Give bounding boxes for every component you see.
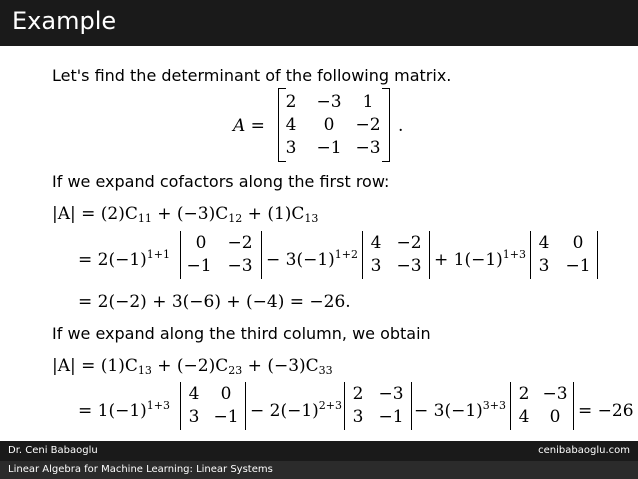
subscript: 12 [228, 212, 243, 225]
matrix-cell: 3 [352, 407, 364, 427]
superscript: 1+3 [502, 248, 527, 261]
expr-part: = 1(−1) [78, 401, 147, 421]
footer-bar [0, 441, 638, 461]
matrix-cell: −3 [396, 256, 422, 276]
expr-part: + 1(−1) [434, 250, 503, 270]
matrix-cell: −1 [186, 256, 212, 276]
matrix-cell: 0 [323, 115, 335, 135]
superscript: 1+2 [334, 248, 359, 261]
expr-part: + (−3)C [242, 356, 319, 376]
matrix-cell: 3 [285, 138, 297, 158]
slide-body [0, 46, 638, 441]
matrix-a-label [233, 116, 265, 136]
expr-part: − 3(−1) [414, 401, 483, 421]
matrix-cell: −1 [213, 407, 239, 427]
minor-determinant [180, 231, 262, 279]
matrix-cell: −3 [355, 138, 381, 158]
matrix-cell: 2 [352, 384, 364, 404]
matrix-cell: −2 [355, 115, 381, 135]
matrix-cell: 3 [370, 256, 382, 276]
footer-course-bar [0, 461, 638, 479]
superscript: 3+3 [482, 399, 507, 412]
expr-part: + (1)C [242, 204, 305, 224]
expr-part: |A| = (2)C [52, 204, 138, 224]
expr-part: − 2(−1) [250, 401, 319, 421]
matrix-cell: −2 [227, 233, 253, 253]
matrix-a-lhs: A = [233, 116, 265, 136]
row-expand-text: If we expand cofactors along the first row: [52, 172, 390, 191]
footer-course: Linear Algebra for Machine Learning: Linear Systems [8, 464, 273, 475]
expr-part: − 3(−1) [266, 250, 335, 270]
matrix-cell: −2 [396, 233, 422, 253]
minor-determinant [362, 231, 430, 279]
expr-part: + (−3)C [151, 204, 229, 224]
col-expansion-line2-mid1 [250, 401, 342, 421]
minor-determinant [510, 382, 574, 430]
matrix-cell: 0 [195, 233, 207, 253]
col-expansion-line2-mid2 [414, 401, 506, 421]
matrix-cell: −1 [565, 256, 591, 276]
superscript: 2+3 [318, 399, 343, 412]
matrix-cell: 4 [188, 384, 200, 404]
footer-author: Dr. Ceni Babaoglu [8, 445, 98, 456]
matrix-cell: 4 [518, 407, 530, 427]
expr-part: = 2(−1) [78, 250, 147, 270]
footer-website: cenibabaoglu.com [538, 445, 630, 456]
matrix-cell: 4 [538, 233, 550, 253]
matrix-cell: −3 [378, 384, 404, 404]
right-bracket [382, 88, 390, 162]
expr-part: + (−2)C [151, 356, 229, 376]
matrix-cell: −1 [316, 138, 342, 158]
minor-determinant [530, 231, 598, 279]
matrix-cell: 3 [538, 256, 550, 276]
title-bar [0, 0, 638, 46]
minor-determinant [180, 382, 246, 430]
slide-title: Example [12, 7, 117, 35]
expr-part: |A| = (1)C [52, 356, 138, 376]
row-expansion-line2-mid2 [434, 250, 526, 270]
matrix-cell: 4 [285, 115, 297, 135]
matrix-cell: −1 [378, 407, 404, 427]
matrix-cell: 3 [188, 407, 200, 427]
col-expansion-line1 [52, 356, 333, 376]
matrix-cell: 1 [362, 92, 374, 112]
matrix-period: . [398, 116, 404, 136]
col-expansion-line2-prefix [78, 401, 170, 421]
subscript: 13 [137, 364, 152, 377]
matrix-cell: 0 [549, 407, 561, 427]
minor-determinant [344, 382, 412, 430]
matrix-cell: 2 [518, 384, 530, 404]
row-expansion-line2-mid1 [266, 250, 358, 270]
matrix-cell: −3 [542, 384, 568, 404]
row-expansion-line3: = 2(−2) + 3(−6) + (−4) = −26. [78, 292, 351, 312]
subscript: 13 [304, 212, 319, 225]
matrix-cell: 0 [220, 384, 232, 404]
col-expansion-result: = −26 [578, 401, 634, 421]
subscript: 33 [318, 364, 333, 377]
matrix-cell: −3 [316, 92, 342, 112]
subscript: 23 [228, 364, 243, 377]
subscript: 11 [137, 212, 152, 225]
row-expansion-line2-prefix [78, 250, 170, 270]
intro-text: Let's find the determinant of the following matrix. [52, 66, 452, 85]
matrix-cell: 4 [370, 233, 382, 253]
col-expand-text: If we expand along the third column, we obtain [52, 324, 431, 343]
row-expansion-line1 [52, 204, 318, 224]
superscript: 1+1 [146, 248, 171, 261]
superscript: 1+3 [146, 399, 171, 412]
matrix-a [278, 88, 390, 162]
matrix-cell: −3 [227, 256, 253, 276]
matrix-cell: 0 [572, 233, 584, 253]
matrix-cell: 2 [285, 92, 297, 112]
